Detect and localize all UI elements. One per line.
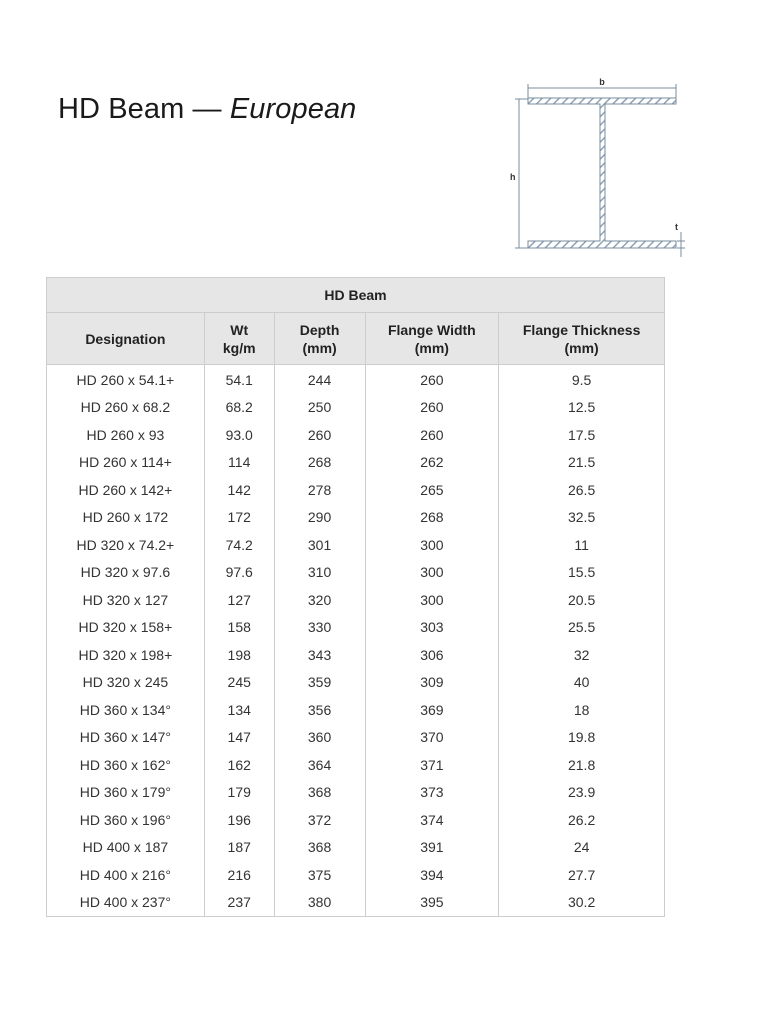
- cell-flange-width: 268: [365, 504, 499, 532]
- cell-flange-width: 262: [365, 449, 499, 477]
- cell-designation: HD 320 x 127: [47, 586, 205, 614]
- cell-flange-thickness: 26.5: [499, 476, 665, 504]
- table-row: [47, 696, 665, 724]
- cell-depth: 301: [274, 531, 365, 559]
- cell-designation: HD 360 x 162°: [47, 751, 205, 779]
- cell-weight: 134: [204, 696, 274, 724]
- table-row: [47, 531, 665, 559]
- cell-depth: 360: [274, 724, 365, 752]
- table-row: [47, 669, 665, 697]
- cell-depth: 364: [274, 751, 365, 779]
- cell-designation: HD 260 x 114+: [47, 449, 205, 477]
- cell-flange-width: 371: [365, 751, 499, 779]
- cell-depth: 330: [274, 614, 365, 642]
- cell-weight: 114: [204, 449, 274, 477]
- cell-depth: 268: [274, 449, 365, 477]
- table-row: [47, 421, 665, 449]
- cell-depth: 278: [274, 476, 365, 504]
- cell-flange-width: 373: [365, 779, 499, 807]
- cell-flange-thickness: 32.5: [499, 504, 665, 532]
- cell-depth: 356: [274, 696, 365, 724]
- cell-flange-width: 309: [365, 669, 499, 697]
- page-title: [58, 93, 356, 126]
- cell-flange-width: 370: [365, 724, 499, 752]
- table-row: [47, 394, 665, 422]
- cell-designation: HD 360 x 179°: [47, 779, 205, 807]
- cell-designation: HD 260 x 142+: [47, 476, 205, 504]
- cell-flange-width: 303: [365, 614, 499, 642]
- table-row: [47, 586, 665, 614]
- cell-designation: HD 320 x 158+: [47, 614, 205, 642]
- cell-designation: HD 260 x 68.2: [47, 394, 205, 422]
- column-header-flange-width: Flange Width (mm): [365, 313, 499, 365]
- column-header-designation: Designation: [47, 313, 205, 365]
- cell-depth: 343: [274, 641, 365, 669]
- hd-beam-table: [46, 277, 665, 917]
- cell-flange-width: 265: [365, 476, 499, 504]
- table-row: [47, 861, 665, 889]
- cell-weight: 127: [204, 586, 274, 614]
- cell-flange-thickness: 24: [499, 834, 665, 862]
- cell-flange-width: 391: [365, 834, 499, 862]
- cell-flange-width: 395: [365, 889, 499, 917]
- cell-flange-width: 394: [365, 861, 499, 889]
- page-title-sub: European: [229, 93, 357, 125]
- cell-depth: 310: [274, 559, 365, 587]
- cell-flange-thickness: 20.5: [499, 586, 665, 614]
- cell-flange-width: 374: [365, 806, 499, 834]
- table-row: [47, 806, 665, 834]
- cell-designation: HD 360 x 196°: [47, 806, 205, 834]
- cell-flange-width: 300: [365, 559, 499, 587]
- cell-depth: 320: [274, 586, 365, 614]
- cell-designation: HD 360 x 147°: [47, 724, 205, 752]
- cell-depth: 250: [274, 394, 365, 422]
- cell-flange-thickness: 30.2: [499, 889, 665, 917]
- cell-depth: 290: [274, 504, 365, 532]
- table-row: [47, 559, 665, 587]
- cell-flange-width: 300: [365, 531, 499, 559]
- cell-flange-width: 369: [365, 696, 499, 724]
- cell-flange-thickness: 21.8: [499, 751, 665, 779]
- cell-flange-thickness: 26.2: [499, 806, 665, 834]
- i-beam-section: [528, 98, 676, 248]
- cell-designation: HD 320 x 198+: [47, 641, 205, 669]
- cell-weight: 245: [204, 669, 274, 697]
- cell-depth: 368: [274, 834, 365, 862]
- cell-flange-thickness: 12.5: [499, 394, 665, 422]
- cell-designation: HD 400 x 187: [47, 834, 205, 862]
- cell-flange-thickness: 17.5: [499, 421, 665, 449]
- table-row: [47, 641, 665, 669]
- table-row: [47, 504, 665, 532]
- height-label: h: [510, 172, 516, 182]
- cell-depth: 380: [274, 889, 365, 917]
- cell-designation: HD 260 x 54.1+: [47, 365, 205, 394]
- cell-designation: HD 320 x 97.6: [47, 559, 205, 587]
- cell-designation: HD 320 x 74.2+: [47, 531, 205, 559]
- cell-weight: 162: [204, 751, 274, 779]
- table-group-header: HD Beam: [47, 278, 665, 313]
- cell-weight: 147: [204, 724, 274, 752]
- cell-weight: 97.6: [204, 559, 274, 587]
- cell-flange-thickness: 11: [499, 531, 665, 559]
- cell-depth: 372: [274, 806, 365, 834]
- cell-weight: 142: [204, 476, 274, 504]
- cell-depth: 260: [274, 421, 365, 449]
- page-title-main: HD Beam —: [58, 93, 230, 125]
- i-beam-section-diagram: [506, 74, 690, 264]
- cell-depth: 359: [274, 669, 365, 697]
- cell-weight: 187: [204, 834, 274, 862]
- width-label: b: [599, 77, 605, 87]
- cell-designation: HD 260 x 172: [47, 504, 205, 532]
- table-row: [47, 779, 665, 807]
- column-header-weight: Wt kg/m: [204, 313, 274, 365]
- cell-weight: 179: [204, 779, 274, 807]
- cell-weight: 93.0: [204, 421, 274, 449]
- cell-weight: 237: [204, 889, 274, 917]
- cell-weight: 196: [204, 806, 274, 834]
- cell-depth: 375: [274, 861, 365, 889]
- cell-depth: 368: [274, 779, 365, 807]
- cell-designation: HD 260 x 93: [47, 421, 205, 449]
- cell-weight: 158: [204, 614, 274, 642]
- cell-flange-thickness: 23.9: [499, 779, 665, 807]
- cell-designation: HD 400 x 237°: [47, 889, 205, 917]
- table-row: [47, 476, 665, 504]
- cell-flange-thickness: 15.5: [499, 559, 665, 587]
- cell-flange-thickness: 19.8: [499, 724, 665, 752]
- table-row: [47, 365, 665, 394]
- table-row: [47, 614, 665, 642]
- cell-flange-thickness: 27.7: [499, 861, 665, 889]
- cell-flange-thickness: 18: [499, 696, 665, 724]
- cell-flange-width: 260: [365, 394, 499, 422]
- cell-designation: HD 320 x 245: [47, 669, 205, 697]
- thickness-label: t: [675, 222, 678, 232]
- cell-weight: 216: [204, 861, 274, 889]
- column-header-flange-thickness: Flange Thickness (mm): [499, 313, 665, 365]
- cell-flange-width: 300: [365, 586, 499, 614]
- cell-flange-thickness: 40: [499, 669, 665, 697]
- table-row: [47, 751, 665, 779]
- cell-designation: HD 400 x 216°: [47, 861, 205, 889]
- table-row: [47, 724, 665, 752]
- cell-flange-width: 260: [365, 365, 499, 394]
- cell-flange-thickness: 25.5: [499, 614, 665, 642]
- cell-flange-thickness: 21.5: [499, 449, 665, 477]
- column-header-depth: Depth (mm): [274, 313, 365, 365]
- cell-weight: 198: [204, 641, 274, 669]
- cell-weight: 68.2: [204, 394, 274, 422]
- cell-flange-width: 260: [365, 421, 499, 449]
- table-body: [47, 365, 665, 917]
- cell-flange-thickness: 32: [499, 641, 665, 669]
- cell-flange-width: 306: [365, 641, 499, 669]
- cell-flange-thickness: 9.5: [499, 365, 665, 394]
- cell-weight: 172: [204, 504, 274, 532]
- table-row: [47, 449, 665, 477]
- cell-weight: 54.1: [204, 365, 274, 394]
- cell-designation: HD 360 x 134°: [47, 696, 205, 724]
- cell-weight: 74.2: [204, 531, 274, 559]
- table-row: [47, 889, 665, 917]
- table-row: [47, 834, 665, 862]
- cell-depth: 244: [274, 365, 365, 394]
